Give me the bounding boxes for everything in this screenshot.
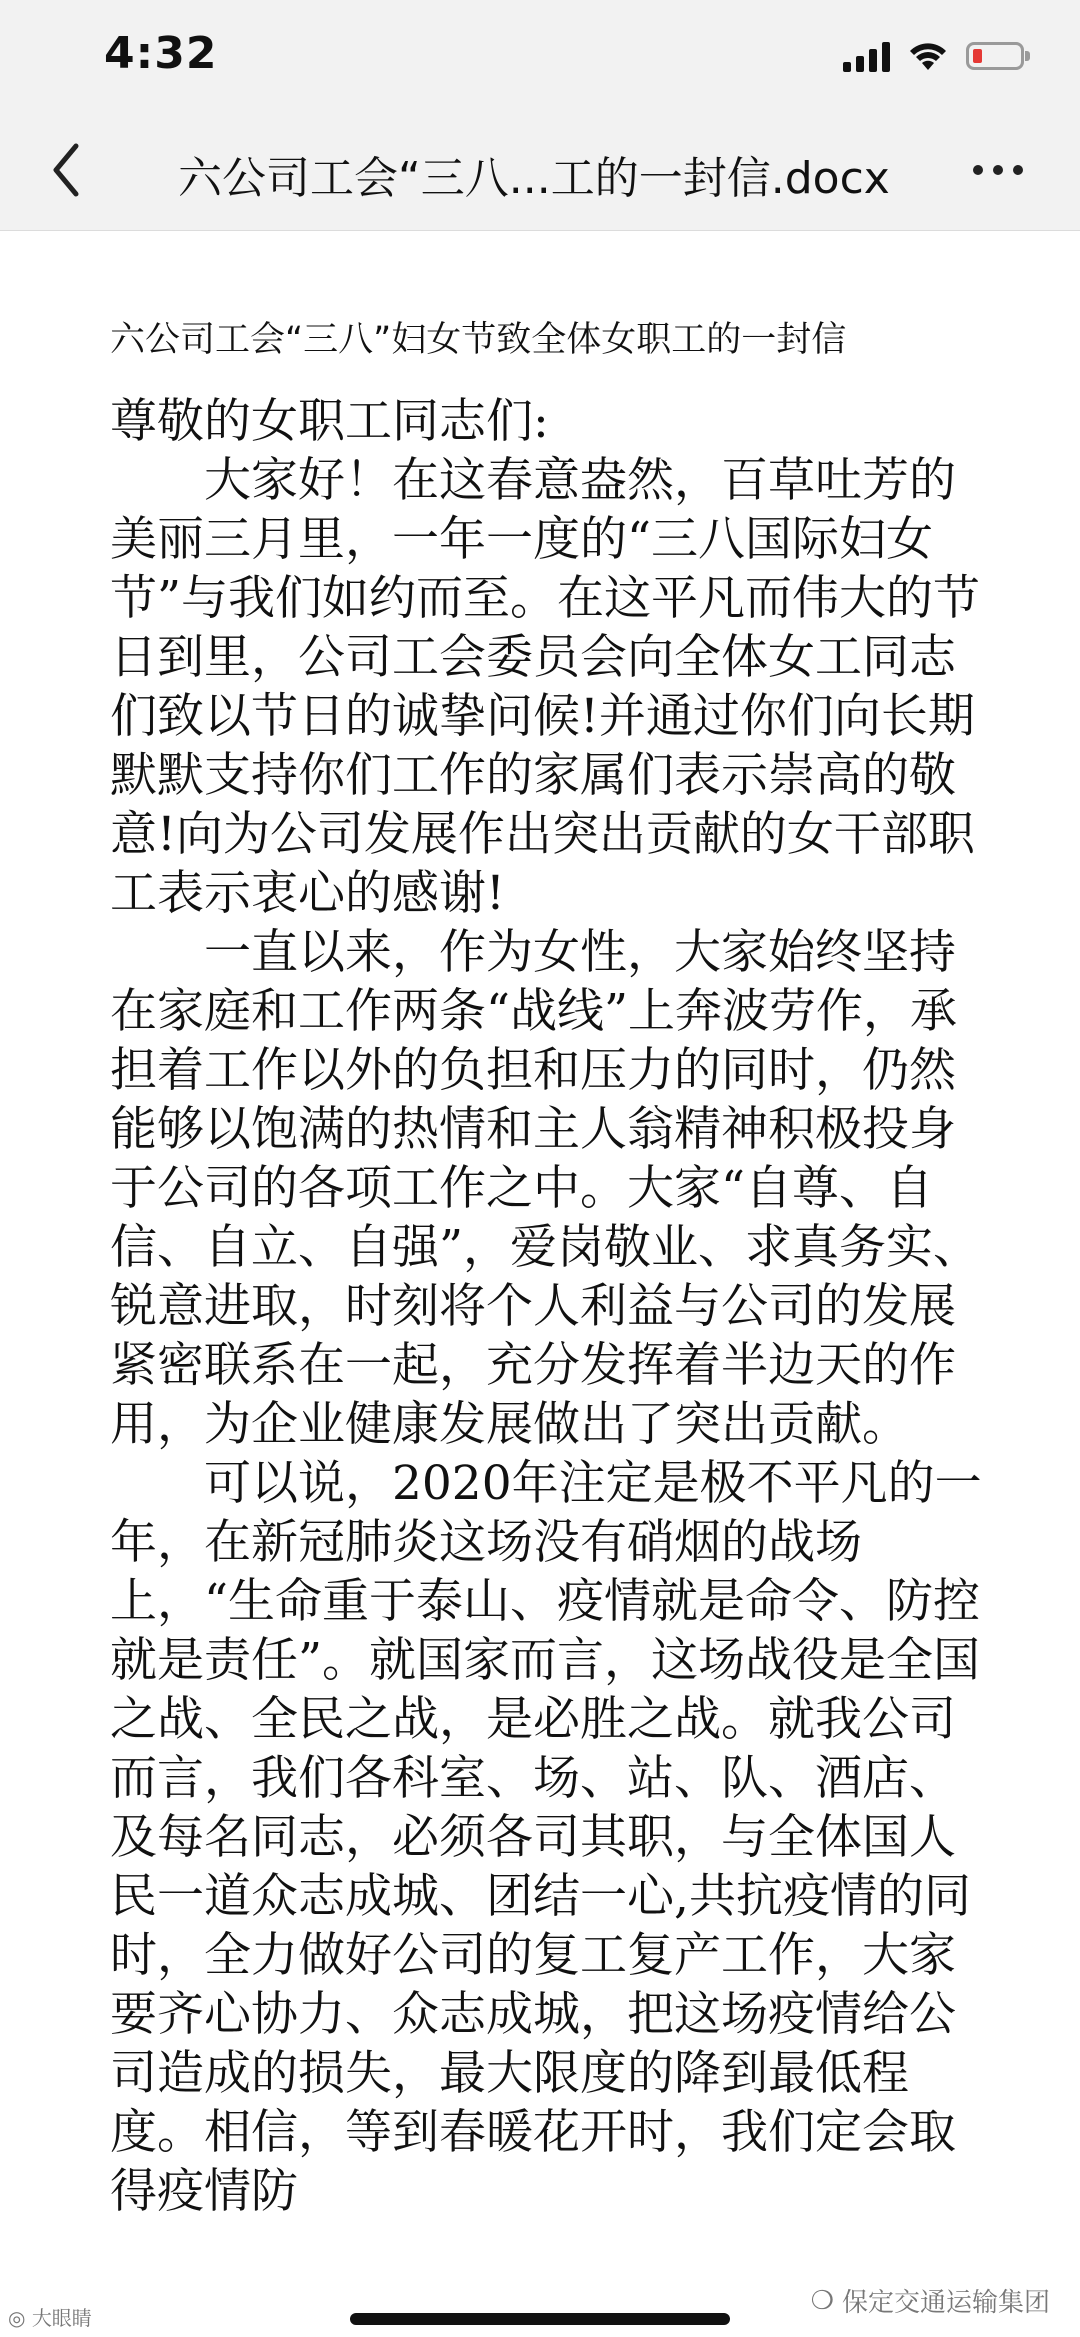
back-icon[interactable] xyxy=(46,138,86,202)
watermark-right xyxy=(811,2282,1050,2319)
home-indicator[interactable] xyxy=(350,2313,730,2325)
status-time: 4:32 xyxy=(104,28,218,79)
paragraph: 可以说，2020年注定是极不平凡的一年，在新冠肺炎这场没有硝烟的战场上，“生命重于泰山、疫情就是命令、防控就是责任”。就国家而言，这场战役是全国之战、全民之战，是必胜之战。就我公司而言，我们各科室、场、站、队、酒店、及每名同志，必须各司其职，与全体国人民一道众志成城、团结一心,共抗疫情的同时，全力做好公司的复工复产工作，大家要齐心协力、众志成城，把这场疫情给公司造成的损失，最大限度的降到最低程度。相信，等到春暖花开时，我们定会取得疫情防 xyxy=(110,1456,982,2219)
weibo-icon: ◎ xyxy=(8,2306,26,2330)
app-header xyxy=(0,0,1080,231)
watermark-left xyxy=(8,2302,92,2331)
wifi-icon xyxy=(908,40,948,72)
status-icons xyxy=(843,38,1024,74)
watermark-right-text: 保定交通运输集团 xyxy=(841,2288,1050,2318)
more-options-icon[interactable] xyxy=(968,150,1028,190)
paragraph: 大家好！在这春意盎然，百草吐芳的美丽三月里，一年一度的“三八国际妇女节”与我们如约而至。在这平凡而伟大的节日到里，公司工会委员会向全体女工同志们致以节日的诚挚问候!并通过你们向长期默默支持你们工作的家属们表示崇高的敬意!向为公司发展作出突出贡献的女干部职工表示衷心的感谢! xyxy=(110,453,981,921)
watermark-left-text: 大眼睛 xyxy=(31,2306,92,2330)
salutation: 尊敬的女职工同志们: xyxy=(110,394,549,449)
document-title: 六公司工会“三八”妇女节致全体女职工的一封信 xyxy=(110,320,847,360)
document-filename: 六公司工会“三八...工的一封信.docx xyxy=(178,153,890,204)
paragraph: 一直以来，作为女性，大家始终坚持在家庭和工作两条“战线”上奔波劳作，承担着工作以外的负担和压力的同时，仍然能够以饱满的热情和主人翁精神积极投身于公司的各项工作之中。大家“自尊、自信、自立、自强”，爱岗敬业、求真务实、锐意进取，时刻将个人利益与公司的发展紧密联系在一起，充分发挥着半边天的作用，为企业健康发展做出了突出贡献。 xyxy=(110,925,981,1452)
battery-icon xyxy=(966,42,1024,70)
document-body xyxy=(110,392,990,2221)
wechat-icon: ❍ xyxy=(810,2285,834,2316)
cellular-signal-icon xyxy=(843,40,890,72)
document-viewer[interactable] xyxy=(0,232,1080,2337)
